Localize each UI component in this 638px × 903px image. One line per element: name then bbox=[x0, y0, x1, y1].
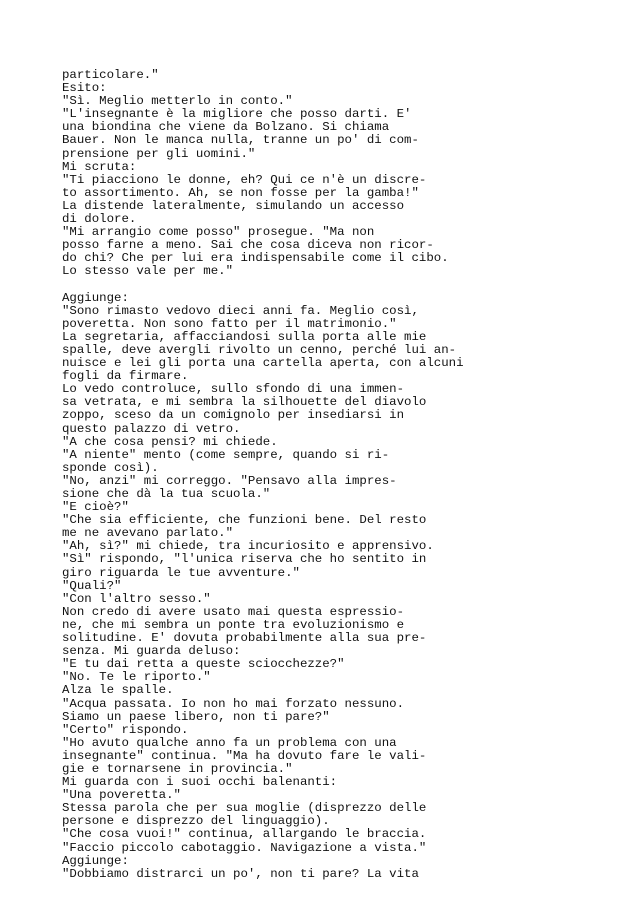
text-line: prensione per gli uomini." bbox=[62, 146, 256, 161]
text-line: "Con l'altro sesso." bbox=[62, 591, 211, 606]
text-line: "Ti piacciono le donne, eh? Qui ce n'è un discre- bbox=[62, 172, 427, 187]
text-line: una biondina che viene da Bolzano. Si chiama bbox=[62, 120, 390, 135]
text-line: sponde così). bbox=[62, 460, 159, 475]
text-line: Non credo di avere usato mai questa espressio- bbox=[62, 604, 405, 619]
text-line: Alza le spalle. bbox=[62, 683, 174, 698]
text-line: Aggiunge: bbox=[62, 290, 129, 305]
text-line: ne, che mi sembra un ponte tra evoluzionismo e bbox=[62, 617, 405, 632]
text-line: "E cioè?" bbox=[62, 500, 129, 515]
text-line: "Ho avuto qualche anno fa un problema con una bbox=[62, 735, 397, 750]
text-line: "L'insegnante è la migliore che posso darti. E' bbox=[62, 107, 412, 122]
text-line: "Acqua passata. Io non ho mai forzato nessuno. bbox=[62, 696, 405, 711]
paragraph-gap bbox=[62, 279, 622, 292]
text-line: senza. Mi guarda deluso: bbox=[62, 644, 241, 659]
text-line: fogli da firmare. bbox=[62, 369, 189, 384]
text-line: La segretaria, affacciandosi sulla porta alle mie bbox=[62, 329, 427, 344]
text-line: "E tu dai retta a queste sciocchezze?" bbox=[62, 657, 345, 672]
text-line: "Quali?" bbox=[62, 578, 122, 593]
text-line: "A niente" mento (come sempre, quando si ri- bbox=[62, 447, 390, 462]
text-line: persone e disprezzo del linguaggio). bbox=[62, 814, 330, 829]
text-line: "Sì. Meglio metterlo in conto." bbox=[62, 94, 293, 109]
text-line: Lo stesso vale per me." bbox=[62, 264, 234, 279]
text-line: Aggiunge: bbox=[62, 853, 129, 868]
text-line: "Ah, sì?" mi chiede, tra incuriosito e apprensivo. bbox=[62, 539, 434, 554]
text-line: sione che dà la tua scuola." bbox=[62, 487, 271, 501]
text-line: "Faccio piccolo cabotaggio. Navigazione a vista." bbox=[62, 840, 427, 855]
text-line: Bauer. Non le manca nulla, tranne un po' di com- bbox=[62, 133, 419, 148]
text-line: "Che sia efficiente, che funzioni bene. Del resto bbox=[62, 513, 427, 528]
text-line: Siamo un paese libero, non ti pare?" bbox=[62, 709, 330, 724]
text-line: giro riguarda le tue avventure." bbox=[62, 565, 300, 580]
text-line: "Dobbiamo distrarci un po', non ti pare? La vita bbox=[62, 866, 419, 881]
text-line: to assortimento. Ah, se non fosse per la gamba!" bbox=[62, 185, 419, 200]
text-line: poveretta. Non sono fatto per il matrimonio." bbox=[62, 316, 397, 331]
text-line: Mi guarda con i suoi occhi balenanti: bbox=[62, 775, 338, 790]
text-line: nuisce e lei gli porta una cartella aperta, con alcuni bbox=[62, 356, 464, 371]
text-line: "A che cosa pensi? mi chiede. bbox=[62, 434, 278, 449]
text-line: "Che cosa vuoi!" continua, allargando le braccia. bbox=[62, 827, 427, 842]
text-line: "Sono rimasto vedovo dieci anni fa. Meglio così, bbox=[62, 303, 419, 318]
text-line: sa vetrata, e mi sembra la silhouette del diavolo bbox=[62, 395, 427, 410]
text-line: "No. Te le riporto." bbox=[62, 670, 211, 685]
text-line: di dolore. bbox=[62, 212, 137, 227]
text-line: particolare." bbox=[62, 68, 159, 82]
text-line: insegnante" continua. "Ma ha dovuto fare le vali- bbox=[62, 748, 427, 763]
text-line: questo palazzo di vetro. bbox=[62, 421, 241, 436]
text-line: "Mi arrangio come posso" prosegue. "Ma non bbox=[62, 225, 375, 240]
text-line: La distende lateralmente, simulando un accesso bbox=[62, 198, 405, 213]
text-line: Stessa parola che per sua moglie (disprezzo delle bbox=[62, 801, 427, 816]
text-line: do chi? Che per lui era indispensabile come il cibo. bbox=[62, 251, 449, 266]
text-line: solitudine. E' dovuta probabilmente alla sua pre- bbox=[62, 631, 427, 646]
text-line: Esito: bbox=[62, 81, 107, 96]
body-text bbox=[62, 69, 622, 881]
text-line: "No, anzi" mi correggo. "Pensavo alla impres- bbox=[62, 473, 397, 488]
text-line: gie e tornarsene in provincia." bbox=[62, 761, 293, 776]
text-line: spalle, deve avergli rivolto un cenno, perché lui an- bbox=[62, 342, 457, 357]
paragraph-2 bbox=[62, 292, 622, 881]
text-line: posso farne a meno. Sai che cosa diceva non ricor- bbox=[62, 238, 434, 253]
text-line: "Certo" rispondo. bbox=[62, 722, 189, 737]
text-line: "Sì" rispondo, "l'unica riserva che ho sentito in bbox=[62, 552, 427, 567]
text-line: Lo vedo controluce, sullo sfondo di una immen- bbox=[62, 382, 405, 397]
paragraph-1 bbox=[62, 69, 622, 279]
text-line: "Una poveretta." bbox=[62, 788, 181, 803]
text-line: me ne avevano parlato." bbox=[62, 526, 234, 541]
text-line: zoppo, sceso da un comignolo per insediarsi in bbox=[62, 408, 405, 423]
text-line: Mi scruta: bbox=[62, 159, 137, 174]
